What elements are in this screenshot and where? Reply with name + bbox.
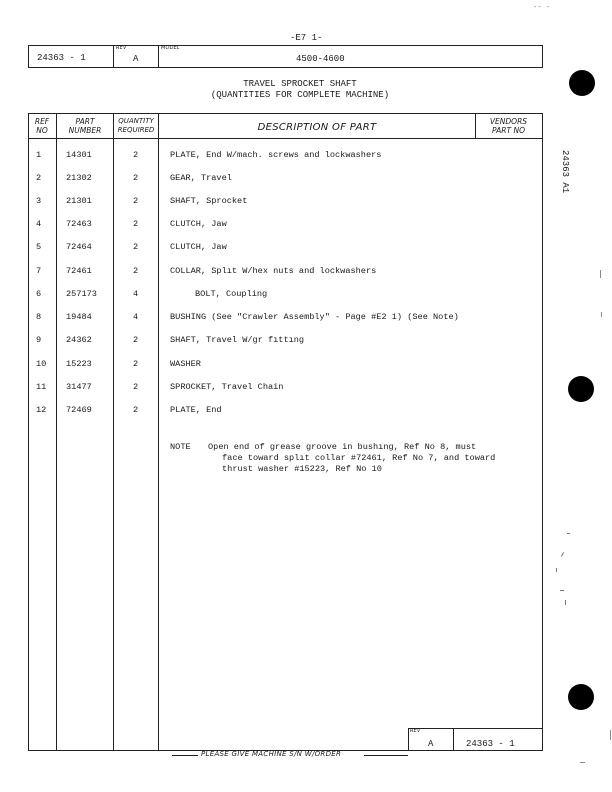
description-cell: BUSHING (See "Crawler Assembly" - Page #E2 1) (See Note) bbox=[170, 312, 459, 322]
header-part-ref: 24363 - 1 bbox=[37, 53, 86, 63]
col-qty-line2: REQUIRED bbox=[117, 126, 155, 134]
table-row bbox=[0, 150, 612, 164]
punch-hole-top bbox=[569, 70, 595, 96]
part-number-cell: 24362 bbox=[66, 335, 92, 345]
ref-no-cell: 12 bbox=[36, 405, 47, 415]
footer-rev-value: A bbox=[428, 739, 434, 749]
header-model-label: MODEL bbox=[161, 45, 181, 51]
table-row bbox=[0, 266, 612, 280]
header-box bbox=[28, 45, 543, 68]
table-row bbox=[0, 405, 612, 419]
description-cell: PLATE, End W/mach. screws and lockwashers bbox=[170, 150, 382, 160]
note-label: NOTE bbox=[170, 442, 191, 452]
col-ref-line2: NO bbox=[36, 126, 48, 135]
part-number-cell: 19484 bbox=[66, 312, 92, 322]
table-row bbox=[0, 242, 612, 256]
corner-mark: -- - bbox=[533, 4, 550, 12]
description-cell: SHAFT, Sprocket bbox=[170, 196, 248, 206]
ref-no-cell: 9 bbox=[36, 335, 42, 345]
quantity-cell: 2 bbox=[133, 266, 139, 276]
quantity-cell: 4 bbox=[133, 289, 139, 299]
quantity-cell: 2 bbox=[133, 196, 139, 206]
punch-hole-bottom bbox=[568, 684, 594, 710]
ref-no-cell: 2 bbox=[36, 173, 42, 183]
part-number-cell: 21301 bbox=[66, 196, 92, 206]
title-line-1: TRAVEL SPROCKET SHAFT bbox=[243, 79, 357, 89]
col-vendors-line2: PART NO bbox=[492, 126, 525, 135]
description-cell: GEAR, Travel bbox=[170, 173, 232, 183]
footer-instruction: PLEASE GIVE MACHINE S/N W/ORDER bbox=[201, 750, 342, 758]
ref-no-cell: 6 bbox=[36, 289, 42, 299]
description-cell: PLATE, End bbox=[170, 405, 222, 415]
table-row bbox=[0, 382, 612, 396]
quantity-cell: 2 bbox=[133, 219, 139, 229]
header-rev-label: REV bbox=[116, 45, 127, 51]
part-number-cell: 72461 bbox=[66, 266, 92, 276]
table-row bbox=[0, 289, 612, 303]
ref-no-cell: 5 bbox=[36, 242, 42, 252]
table-row bbox=[0, 359, 612, 373]
description-cell: CLUTCH, Jaw bbox=[170, 219, 227, 229]
table-row bbox=[0, 173, 612, 187]
ref-no-cell: 8 bbox=[36, 312, 42, 322]
part-number-cell: 21302 bbox=[66, 173, 92, 183]
description-cell: SHAFT, Travel W/gr fıttıng bbox=[170, 335, 305, 345]
part-number-cell: 72469 bbox=[66, 405, 92, 415]
table-row bbox=[0, 335, 612, 349]
part-number-cell: 31477 bbox=[66, 382, 92, 392]
quantity-cell: 2 bbox=[133, 335, 139, 345]
part-number-cell: 257173 bbox=[66, 289, 97, 299]
part-number-cell: 15223 bbox=[66, 359, 92, 369]
quantity-cell: 2 bbox=[133, 242, 139, 252]
punch-hole-middle bbox=[568, 376, 594, 402]
ref-no-cell: 4 bbox=[36, 219, 42, 229]
side-stamp: 24363 A1 bbox=[560, 150, 570, 194]
note-line-1: Open end of grease groove in bushıng, Ref No 8, must bbox=[208, 442, 477, 452]
part-number-cell: 14301 bbox=[66, 150, 92, 160]
col-part-line2: NUMBER bbox=[68, 126, 102, 135]
table-row bbox=[0, 312, 612, 326]
col-part-line1: PART bbox=[75, 117, 95, 126]
ref-no-cell: 3 bbox=[36, 196, 42, 206]
quantity-cell: 2 bbox=[133, 405, 139, 415]
ref-no-cell: 10 bbox=[36, 359, 47, 369]
title-line-2: (QUANTITIES FOR COMPLETE MACHINE) bbox=[210, 90, 390, 100]
note-line-2: face toward splıt collar #72461, Ref No 7, and toward bbox=[222, 453, 496, 463]
col-description: DESCRIPTION OF PART bbox=[257, 122, 377, 133]
ref-no-cell: 11 bbox=[36, 382, 47, 392]
note-line-3: thrust washer #15223, Ref No 10 bbox=[222, 464, 382, 474]
part-number-cell: 72463 bbox=[66, 219, 92, 229]
table-row bbox=[0, 196, 612, 210]
col-ref-line1: REF bbox=[34, 117, 50, 126]
col-qty-line1: QUANTITY bbox=[118, 117, 154, 125]
quantity-cell: 4 bbox=[133, 312, 139, 322]
ref-no-cell: 1 bbox=[36, 150, 42, 160]
quantity-cell: 2 bbox=[133, 150, 139, 160]
quantity-cell: 2 bbox=[133, 359, 139, 369]
table-row bbox=[0, 219, 612, 233]
page-number: -E7 1- bbox=[290, 33, 323, 43]
quantity-cell: 2 bbox=[133, 173, 139, 183]
header-model-value: 4500-4600 bbox=[296, 54, 345, 64]
part-number-cell: 72464 bbox=[66, 242, 92, 252]
description-cell: BOLT, Coupling bbox=[195, 289, 268, 299]
description-cell: CLUTCH, Jaw bbox=[170, 242, 227, 252]
footer-rev-label: REV bbox=[410, 728, 421, 734]
quantity-cell: 2 bbox=[133, 382, 139, 392]
description-cell: SPROCKET, Travel Chain bbox=[170, 382, 284, 392]
col-vendors-line1: VENDORS bbox=[489, 117, 528, 126]
ref-no-cell: 7 bbox=[36, 266, 42, 276]
footer-part-ref: 24363 - 1 bbox=[466, 739, 515, 749]
description-cell: WASHER bbox=[170, 359, 201, 369]
description-cell: COLLAR, Splıt W/hex nuts and lockwashers bbox=[170, 266, 377, 276]
header-rev-value: A bbox=[133, 54, 139, 64]
